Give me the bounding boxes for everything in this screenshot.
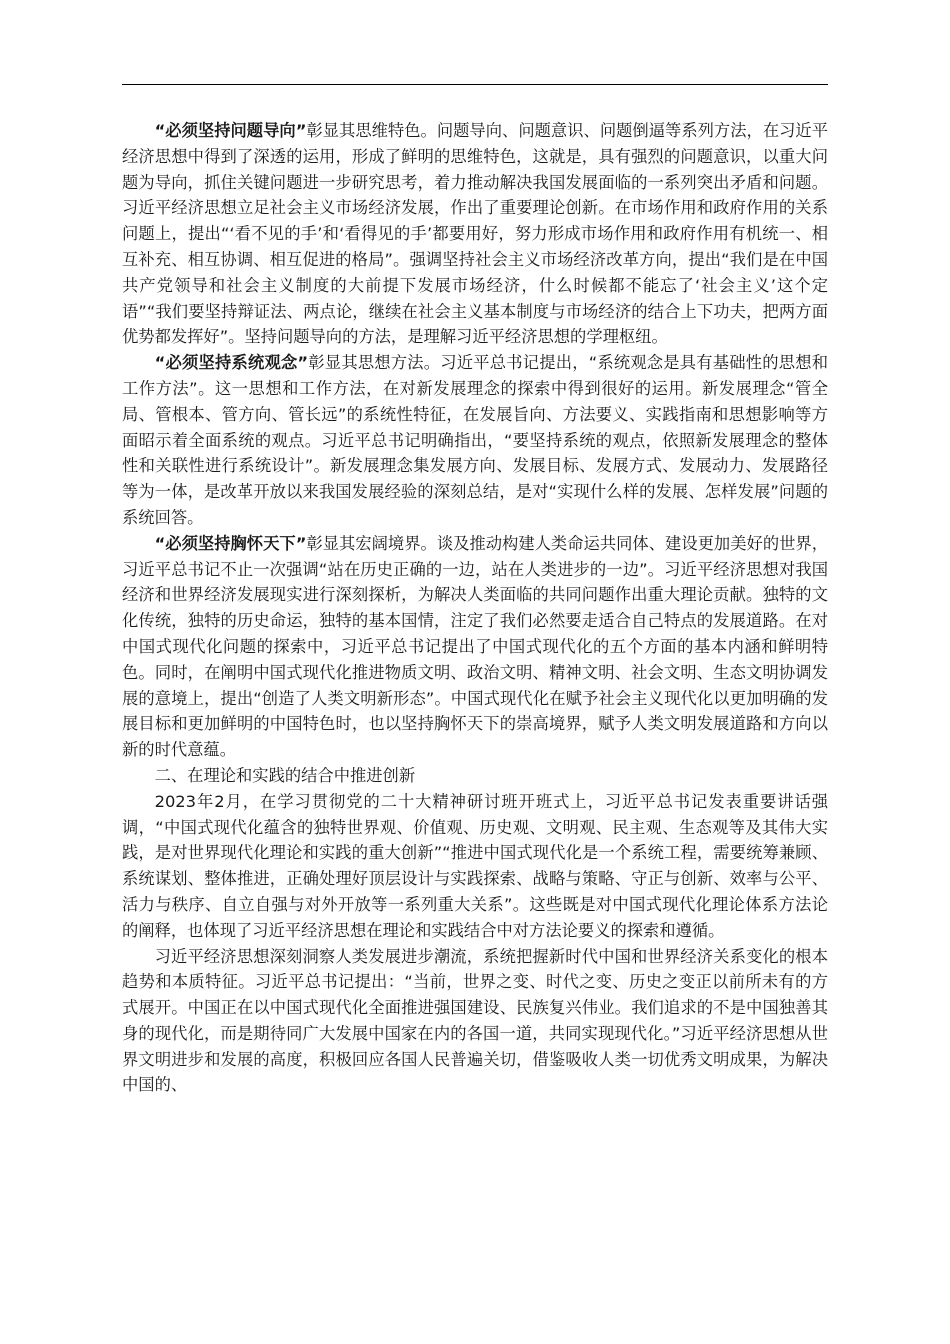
paragraph-text: 2023年2月，在学习贯彻党的二十大精神研讨班开班式上，习近平总书记发表重要讲话强调，“中国式现代化蕴含的独特世界观、价值观、历史观、文明观、民主观、生态观等及其伟大实践，是对世界现代化理论和实践的重大创新”“推进中国式现代化是一个系统工程，需要统筹兼顾、系统谋划、整体推进，正确处理好顶层设计与实践探索、战略与策略、守正与创新、效率与公平、活力与秩序、自立自强与对外开放等一系列重大关系”。这些既是对中国式现代化理论体系方法论的阐释，也体现了习近平经济思想在理论和实践结合中对方法论要义的探索和遵循。	[122, 791, 828, 940]
paragraph-text: 彰显其思维特色。问题导向、问题意识、问题倒逼等系列方法，在习近平经济思想中得到了深透的运用，形成了鲜明的思维特色，这就是，具有强烈的问题意识，以重大问题为导向，抓住关键问题进一步研究思考，着力推动解决我国发展面临的一系列突出矛盾和问题。习近平经济思想立足社会主义市场经济发展，作出了重要理论创新。在市场作用和政府作用的关系问题上，提出“‘看不见的手’和‘看得见的手’都要用好，努力形成市场作用和政府作用有机统一、相互补充、相互协调、相互促进的格局”。强调坚持社会主义市场经济改革方向，提出“我们是在中国共产党领导和社会主义制度的大前提下发展市场经济，什么时候都不能忘了‘社会主义’这个定语”“我们要坚持辩证法、两点论，继续在社会主义基本制度与市场经济的结合上下功夫，把两方面优势都发挥好”。坚持问题导向的方法，是理解习近平经济思想的学理枢纽。	[122, 121, 828, 347]
paragraph-lead: “必须坚持胸怀天下”	[154, 533, 307, 553]
paragraph-lead: “必须坚持系统观念”	[154, 353, 309, 373]
paragraph-text: 彰显其思想方法。习近平总书记提出，“系统观念是具有基础性的思想和工作方法”。这一思想和工作方法，在对新发展理念的探索中得到很好的运用。新发展理念“管全局、管根本、管方向、管长远”的系统性特征，在发展旨向、方法要义、实践指南和思想影响等方面昭示着全面系统的观点。习近平总书记明确指出，“要坚持系统的观点，依照新发展理念的整体性和关联性进行系统设计”。新发展理念集发展方向、发展目标、发展方式、发展动力、发展路径等为一体，是改革开放以来我国发展经验的深刻总结，是对“实现什么样的发展、怎样发展”问题的系统回答。	[122, 353, 828, 527]
paragraph-problem-orientation	[122, 118, 828, 350]
section-heading	[122, 763, 828, 789]
paragraph-text: 彰显其宏阔境界。谈及推动构建人类命运共同体、建设更加美好的世界，习近平总书记不止一次强调“站在历史正确的一边，站在人类进步的一边”。习近平经济思想对我国经济和世界经济发展现实进行深刻探析，为解决人类面临的共同问题作出重大理论贡献。独特的文化传统，独特的历史命运，独特的基本国情，注定了我们必然要走适合自己特点的发展道路。在对中国式现代化问题的探索中，习近平总书记提出了中国式现代化的五个方面的基本内涵和鲜明特色。同时，在阐明中国式现代化推进物质文明、政治文明、精神文明、社会文明、生态文明协调发展的意境上，提出“创造了人类文明新形态”。中国式现代化在赋予社会主义现代化以更加明确的发展目标和更加鲜明的中国特色时，也以坚持胸怀天下的崇高境界，赋予人类文明发展道路和方向以新的时代意蕴。	[122, 533, 828, 760]
section-heading-text: 二、在理论和实践的结合中推进创新	[154, 765, 416, 785]
paragraph-text: 习近平经济思想深刻洞察人类发展进步潮流，系统把握新时代中国和世界经济关系变化的根本趋势和本质特征。习近平总书记提出：“当前，世界之变、时代之变、历史之变正以前所未有的方式展开。中国正在以中国式现代化全面推进强国建设、民族复兴伟业。我们追求的不是中国独善其身的现代化，而是期待同广大发展中国家在内的各国一道，共同实现现代化。”习近平经济思想从世界文明进步和发展的高度，积极回应各国人民普遍关切，借鉴吸收人类一切优秀文明成果，为解决中国的、	[122, 946, 828, 1095]
paragraph-global-vision	[122, 531, 828, 763]
paragraph-lead: “必须坚持问题导向”	[154, 121, 307, 140]
header-rule	[122, 84, 828, 85]
paragraph-world-trends	[122, 944, 828, 1099]
document-body	[122, 118, 828, 1098]
paragraph-theory-practice	[122, 789, 828, 944]
paragraph-systems-concept	[122, 350, 828, 531]
